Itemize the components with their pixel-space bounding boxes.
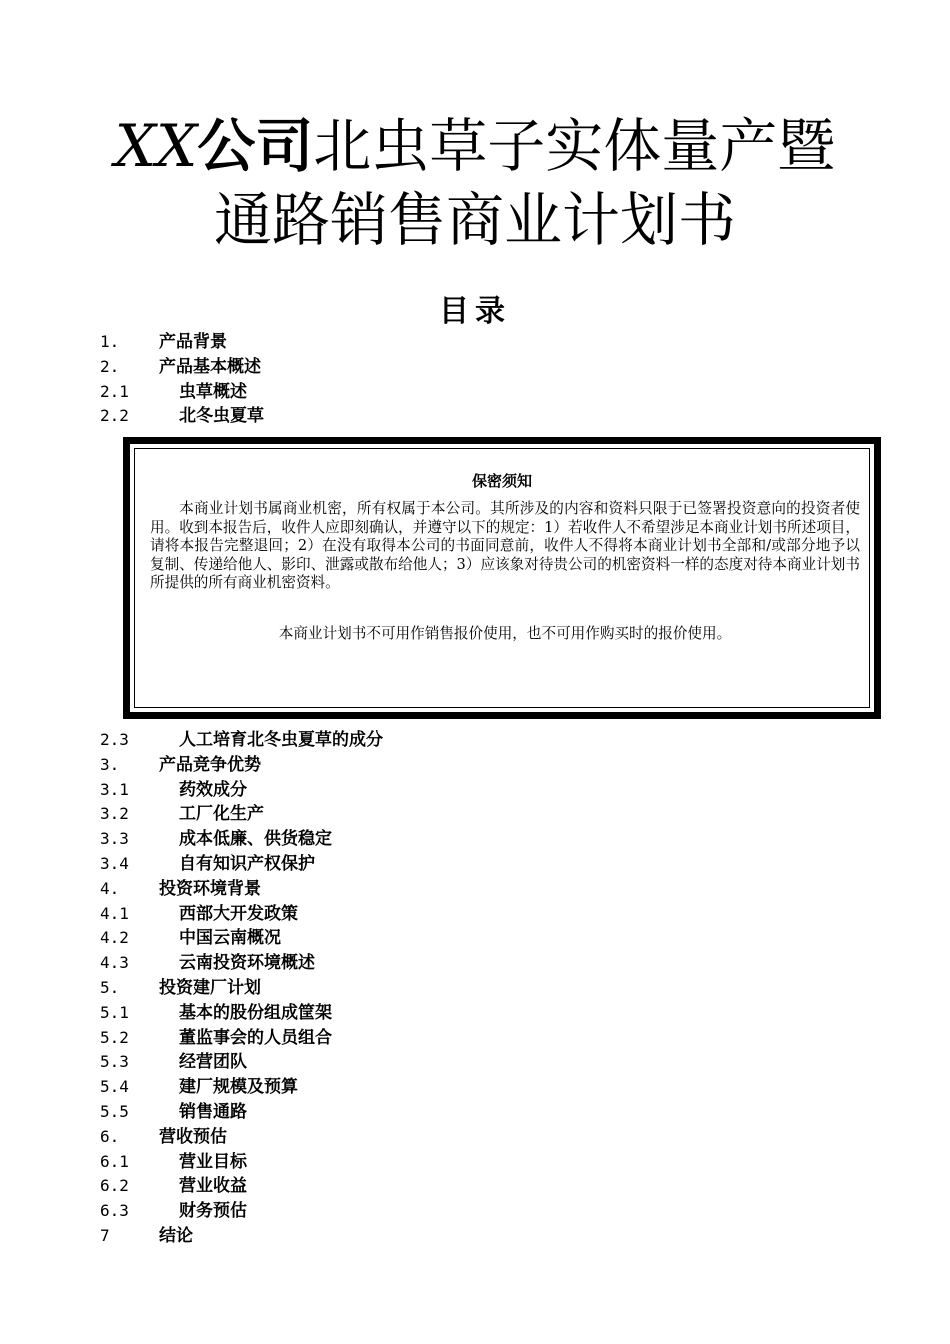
toc-entry-number: 4.1: [100, 903, 129, 923]
toc-entry-number: 7: [100, 1225, 110, 1245]
notice-title: 保密须知: [471, 472, 532, 490]
toc-entry-number: 6.1: [100, 1151, 129, 1171]
notice-paragraph-1: 本商业计划书属商业机密，所有权属于本公司。其所涉及的内容和资料只限于已签署投资意向的投资者使用。收到本报告后，收件人应即刻确认，并遵守以下的规定：1）若收件人不希望涉足本商业计划书所述项目，请将本报告完整退回；2）在没有取得本公司的书面同意前，收件人不得将本商业计划书全部和/或部分地予以复制、传递给他人、影印、泄露或散布给他人；3）应该象对待贵公司的机密资料一样的态度对待本商业计划书所提供的所有商业机密资料。: [150, 500, 860, 592]
toc-entry-label: 营业收益: [179, 1176, 247, 1197]
toc-entry-number: 3.: [100, 754, 120, 774]
toc-entry-number: 6.3: [100, 1201, 129, 1221]
toc-entry-number: 3.3: [100, 829, 129, 849]
toc-entry-label: 西部大开发政策: [179, 903, 298, 924]
confidentiality-notice-box: [123, 437, 881, 719]
toc-entry-number: 4.2: [100, 928, 129, 948]
toc-entry-label: 基本的股份组成筐架: [179, 1002, 332, 1023]
toc-entry-label: 建厂规模及预算: [179, 1077, 298, 1098]
toc-entry-label: 产品背景: [159, 332, 227, 352]
toc-entry-label: 中国云南概况: [179, 928, 281, 949]
toc-entry-number: 5.5: [100, 1101, 129, 1121]
title-line-1-text: 北虫草子实体量产暨: [313, 112, 836, 180]
toc-entry-label: 虫草概述: [179, 381, 247, 402]
toc-entry-label: 成本低廉、供货稳定: [179, 829, 332, 850]
notice-paragraph-2: 本商业计划书不可用作销售报价使用，也不可用作购买时的报价使用。: [278, 625, 732, 642]
title-company-prefix: XX: [114, 112, 198, 180]
toc-entry-number: 2.: [100, 356, 120, 376]
toc-entry-label: 结论: [159, 1225, 193, 1246]
toc-entry-label: 营业目标: [179, 1151, 247, 1172]
toc-entry-label: 药效成分: [179, 779, 247, 800]
toc-entry-number: 2.2: [100, 406, 129, 426]
toc-entry-number: 3.2: [100, 804, 129, 824]
toc-entry-number: 2.1: [100, 381, 129, 401]
toc-entry-number: 5.4: [100, 1077, 129, 1097]
toc-entry-label: 营收预估: [159, 1126, 227, 1147]
toc-entry-label: 销售通路: [179, 1101, 247, 1122]
toc-entry-number: 3.1: [100, 779, 129, 799]
toc-entry-label: 投资建厂计划: [159, 977, 261, 998]
toc-entry-number: 5.: [100, 977, 120, 997]
toc-entry-number: 6.2: [100, 1176, 129, 1196]
toc-entry-label: 经营团队: [179, 1052, 247, 1073]
toc-entry-number: 2.3: [100, 730, 129, 749]
toc-entry-label: 云南投资环境概述: [179, 953, 315, 974]
toc-entry-label: 工厂化生产: [179, 804, 264, 825]
toc-entry-label: 产品竞争优势: [159, 754, 261, 775]
toc-entry-label: 投资环境背景: [159, 878, 261, 899]
document-title-line-2: 通路销售商业计划书: [213, 186, 736, 254]
toc-entry-number: 1.: [100, 332, 120, 351]
toc-entry-label: 自有知识产权保护: [179, 853, 315, 874]
toc-entry-number: 5.2: [100, 1027, 129, 1047]
toc-entry-label: 董监事会的人员组合: [179, 1027, 332, 1048]
toc-entry-number: 4.: [100, 878, 120, 898]
toc-entry-number: 4.3: [100, 953, 129, 973]
toc-heading: 目录: [439, 294, 511, 329]
toc-entry-label: 人工培育北冬虫夏草的成分: [179, 730, 383, 750]
toc-entry-number: 5.3: [100, 1052, 129, 1072]
toc-entry-number: 5.1: [100, 1002, 129, 1022]
toc-entry-number: 3.4: [100, 853, 129, 873]
toc-entry-label: 产品基本概述: [159, 356, 261, 377]
document-title-line-1: [0, 108, 950, 184]
toc-entry-label: 财务预估: [179, 1201, 247, 1222]
title-company-word: 公司: [197, 112, 314, 180]
toc-entry-number: 6.: [100, 1126, 120, 1146]
toc-entry-label: 北冬虫夏草: [179, 406, 264, 427]
